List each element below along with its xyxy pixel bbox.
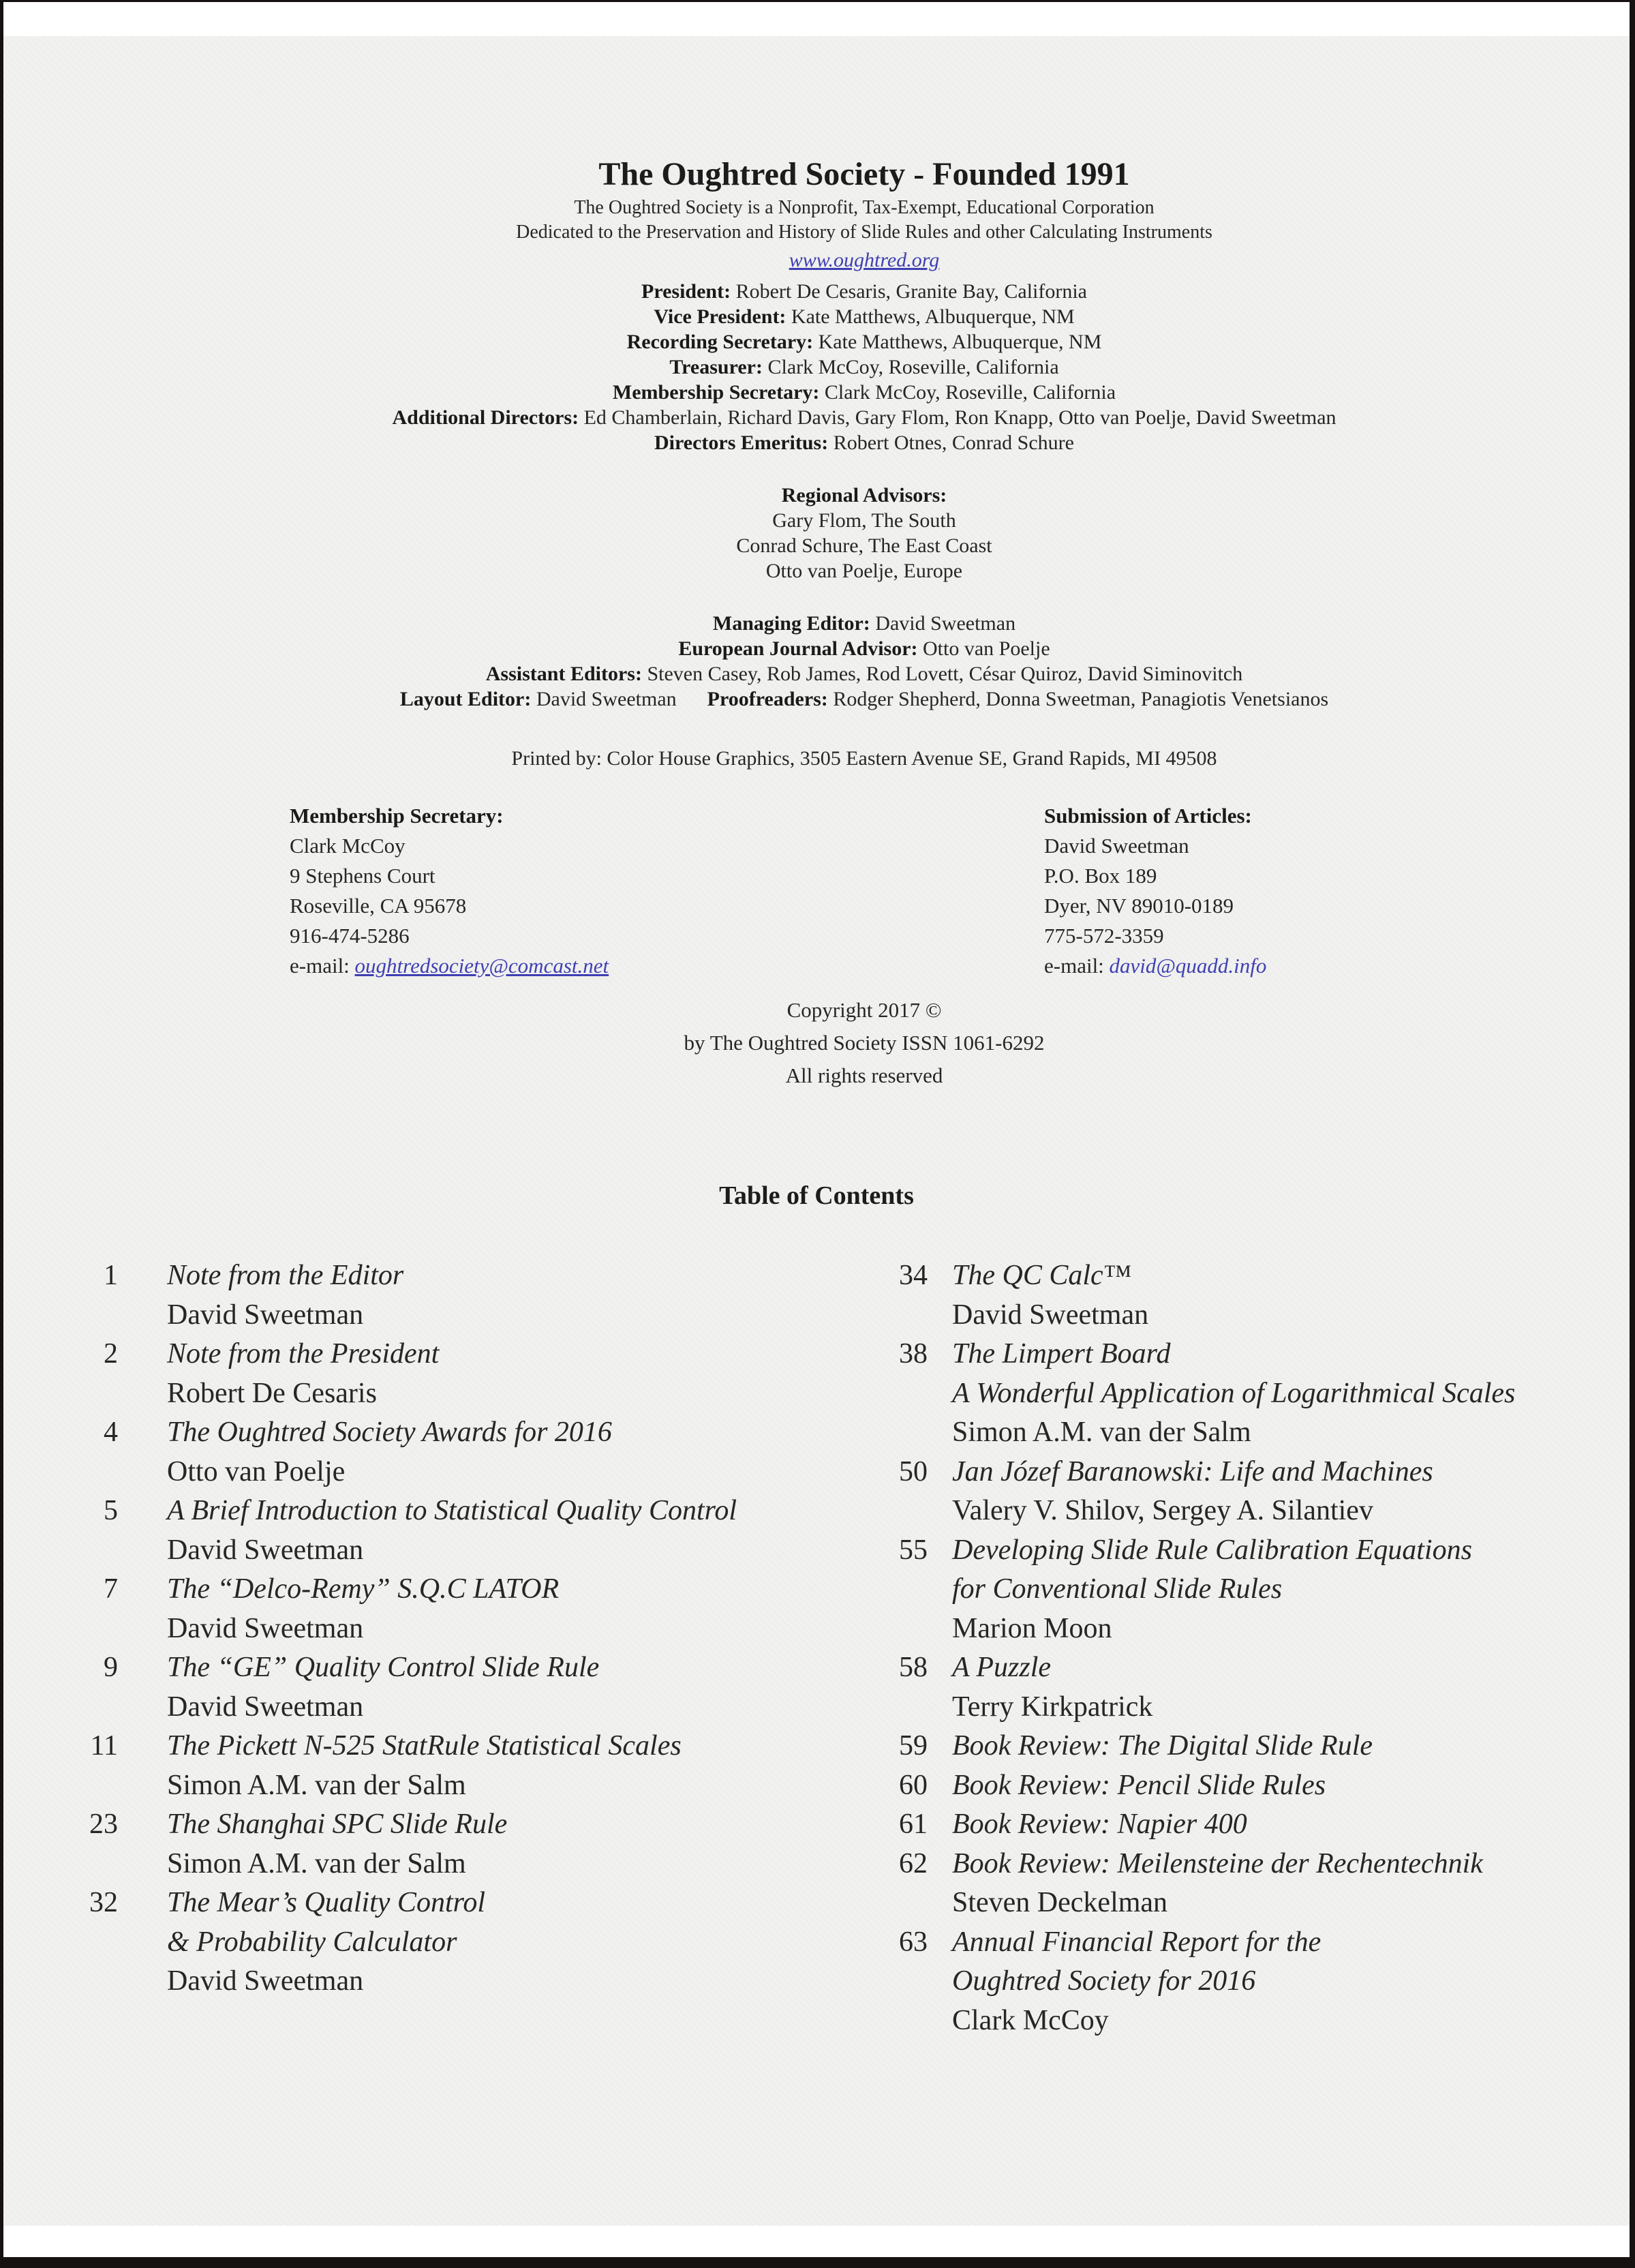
regional-advisors-list xyxy=(99,508,1630,584)
toc-entry-body xyxy=(928,1256,1634,1335)
toc-page-number: 34 xyxy=(899,1260,928,1291)
toc-title-line: The Oughtred Society Awards for 2016 xyxy=(167,1417,612,1448)
toc-title-line: Note from the Editor xyxy=(167,1260,404,1291)
toc-page-number: 7 xyxy=(104,1573,118,1605)
toc-entry-body xyxy=(928,1766,1634,1806)
toc-page-number: 60 xyxy=(899,1769,928,1801)
toc-entry-body xyxy=(928,1531,1634,1649)
toc-title-line: Book Review: Pencil Slide Rules xyxy=(952,1769,1326,1801)
membership-secretary-heading: Membership Secretary: xyxy=(290,804,504,828)
society-subtitle-line2: Dedicated to the Preservation and History of Slide Rules and other Calculating Instruments xyxy=(516,222,1212,243)
toc-page-number: 59 xyxy=(899,1730,928,1762)
contact-line: 775-572-3359 xyxy=(1044,924,1164,948)
layout-proofreaders-line xyxy=(99,686,1630,712)
contact-line: Clark McCoy xyxy=(290,834,406,858)
toc-entry xyxy=(881,1256,1634,1335)
contact-line: Roseville, CA 95678 xyxy=(290,894,467,918)
toc-entry xyxy=(881,1531,1634,1649)
toc-entry xyxy=(881,1335,1634,1453)
toc-title-line: Oughtred Society for 2016 xyxy=(952,1965,1256,1997)
contact-submission xyxy=(1044,801,1266,981)
toc-entry-body xyxy=(118,1727,869,1805)
proofreaders-label: Proofreaders: xyxy=(707,688,828,710)
toc-author-line: Terry Kirkpatrick xyxy=(952,1691,1153,1723)
editor-label: Managing Editor: xyxy=(712,612,870,635)
regional-advisor-line: Conrad Schure, The East Coast xyxy=(736,534,992,557)
toc-entry-body xyxy=(118,1648,869,1727)
toc-title-line: Book Review: Napier 400 xyxy=(952,1809,1247,1840)
officer-line: Directors Emeritus: Robert Otnes, Conrad Schure xyxy=(654,432,1074,454)
toc-entry-body xyxy=(928,1727,1634,1766)
toc-author-line: Simon A.M. van der Salm xyxy=(167,1769,466,1801)
toc-entry-body xyxy=(928,1453,1634,1531)
toc-title-line: Note from the President xyxy=(167,1338,440,1370)
email-label: e-mail: xyxy=(290,954,355,978)
contact-line: 916-474-5286 xyxy=(290,924,410,948)
toc-entry xyxy=(881,1648,1634,1727)
submission-of-articles-heading: Submission of Articles: xyxy=(1044,804,1252,828)
toc-author-line: David Sweetman xyxy=(167,1534,364,1566)
officer-label: Membership Secretary: xyxy=(612,381,820,404)
toc-author-line: Valery V. Shilov, Sergey A. Silantiev xyxy=(952,1495,1373,1526)
toc-page-number: 2 xyxy=(104,1338,118,1370)
toc-author-line: Simon A.M. van der Salm xyxy=(167,1847,466,1879)
page-title: The Oughtred Society - Founded 1991 xyxy=(598,156,1130,192)
officer-label: President: xyxy=(641,280,731,303)
toc-entry xyxy=(72,1256,869,1335)
toc-page-number: 62 xyxy=(899,1847,928,1879)
toc-title-line: The Mear’s Quality Control xyxy=(167,1887,486,1918)
toc-page-number: 55 xyxy=(899,1534,928,1566)
copyright-line: All rights reserved xyxy=(785,1063,943,1087)
submission-email-link[interactable]: david@quadd.info xyxy=(1109,954,1267,978)
editor-label: Assistant Editors: xyxy=(485,663,642,685)
toc-entry-body xyxy=(928,1845,1634,1923)
toc-entry-body xyxy=(118,1805,869,1884)
contact-line: Dyer, NV 89010-0189 xyxy=(1044,894,1234,918)
toc-page-number: 23 xyxy=(89,1809,118,1840)
editor-line: Assistant Editors: Steven Casey, Rob James, Rod Lovett, César Quiroz, David Siminovitch xyxy=(485,663,1243,685)
toc-title-line: The Limpert Board xyxy=(952,1338,1171,1370)
toc-page-number: 1 xyxy=(104,1260,118,1291)
toc-title-line: for Conventional Slide Rules xyxy=(952,1573,1283,1605)
copyright-line: by The Oughtred Society ISSN 1061-6292 xyxy=(684,1031,1045,1055)
officer-label: Additional Directors: xyxy=(392,406,579,429)
editors-list xyxy=(99,611,1630,686)
toc-page-number: 9 xyxy=(104,1652,118,1683)
toc-entry-body xyxy=(118,1256,869,1335)
toc-entry-body xyxy=(118,1492,869,1570)
editor-label: European Journal Advisor: xyxy=(678,637,918,660)
layout-editor-label: Layout Editor: xyxy=(399,688,532,710)
officer-line: Vice President: Kate Matthews, Albuquerque, NM xyxy=(654,305,1075,328)
toc-entry-body xyxy=(118,1884,869,2001)
toc-title-line: A Puzzle xyxy=(952,1652,1052,1683)
toc-page-number: 11 xyxy=(90,1730,118,1762)
toc-entry-body xyxy=(928,1335,1634,1453)
toc-entry-body xyxy=(118,1335,869,1413)
toc-author-line: David Sweetman xyxy=(167,1612,364,1644)
toc-title-line: The “GE” Quality Control Slide Rule xyxy=(167,1652,600,1683)
toc-author-line: David Sweetman xyxy=(167,1299,364,1331)
toc-entry xyxy=(72,1884,869,2001)
toc-entry-body xyxy=(928,1648,1634,1727)
contact-line: P.O. Box 189 xyxy=(1044,864,1157,888)
officer-label: Vice President: xyxy=(654,305,786,328)
toc-title-line: Book Review: The Digital Slide Rule xyxy=(952,1730,1373,1762)
regional-advisor-line: Gary Flom, The South xyxy=(772,509,956,532)
toc-entry xyxy=(881,1453,1634,1531)
toc-page-number: 63 xyxy=(899,1926,928,1958)
toc-entry-body xyxy=(928,1805,1634,1845)
contact-membership xyxy=(290,801,609,981)
society-subtitle-line1: The Oughtred Society is a Nonprofit, Tax-Exempt, Educational Corporation xyxy=(574,197,1155,218)
membership-email-link[interactable]: oughtredsociety@comcast.net xyxy=(354,954,609,978)
toc-entry xyxy=(881,1727,1634,1766)
toc-author-line: Simon A.M. van der Salm xyxy=(952,1417,1251,1448)
toc-heading: Table of Contents xyxy=(719,1181,914,1210)
editor-line: Managing Editor: David Sweetman xyxy=(712,612,1016,635)
contact-email-line xyxy=(290,951,609,981)
copyright-block xyxy=(99,994,1630,1092)
toc-entry xyxy=(72,1335,869,1413)
toc-entry xyxy=(881,1923,1634,2041)
officer-line: President: Robert De Cesaris, Granite Bay, California xyxy=(641,280,1087,303)
toc-title-line: The Shanghai SPC Slide Rule xyxy=(167,1809,508,1840)
officers-list xyxy=(99,279,1630,455)
toc-title-line: Book Review: Meilensteine der Rechentechnik xyxy=(952,1847,1483,1879)
toc-right-column xyxy=(881,1256,1634,2040)
regional-advisor-line: Otto van Poelje, Europe xyxy=(765,560,963,582)
website-link[interactable]: www.oughtred.org xyxy=(789,249,940,271)
toc-title-line: Annual Financial Report for the xyxy=(952,1926,1321,1958)
email-label: e-mail: xyxy=(1044,954,1110,978)
regional-advisors-block xyxy=(99,483,1630,584)
toc-entry xyxy=(72,1570,869,1648)
toc-entry xyxy=(881,1766,1634,1806)
toc-author-line: Robert De Cesaris xyxy=(167,1377,377,1409)
toc-left-column xyxy=(72,1256,869,2001)
editors-block xyxy=(99,611,1630,712)
toc-author-line: David Sweetman xyxy=(167,1965,364,1997)
toc-title-line: Developing Slide Rule Calibration Equations xyxy=(952,1534,1472,1566)
toc-title-line: The Pickett N-525 StatRule Statistical Scales xyxy=(167,1730,682,1762)
toc-author-line: Steven Deckelman xyxy=(952,1887,1168,1918)
toc-page-number: 5 xyxy=(104,1495,118,1526)
toc-page-number: 58 xyxy=(899,1652,928,1683)
contact-line: David Sweetman xyxy=(1044,834,1189,858)
toc-entry-body xyxy=(118,1570,869,1648)
proofreaders-value: Rodger Shepherd, Donna Sweetman, Panagiotis Venetsianos xyxy=(833,688,1329,710)
toc-title-line: The “Delco-Remy” S.Q.C LATOR xyxy=(167,1573,560,1605)
officer-label: Treasurer: xyxy=(669,356,763,378)
toc-title-line: & Probability Calculator xyxy=(167,1926,457,1958)
layout-editor-value: David Sweetman xyxy=(536,688,677,710)
website-line xyxy=(99,247,1630,273)
toc-page-number: 38 xyxy=(899,1338,928,1370)
toc-entry-body xyxy=(928,1923,1634,2041)
toc-title-line: Jan Józef Baranowski: Life and Machines xyxy=(952,1455,1433,1487)
toc-page-number: 50 xyxy=(899,1455,928,1487)
toc-author-line: David Sweetman xyxy=(952,1299,1149,1331)
toc-entry-body xyxy=(118,1413,869,1492)
toc-title-line: A Brief Introduction to Statistical Quality Control xyxy=(167,1495,737,1526)
copyright-line: Copyright 2017 © xyxy=(786,998,942,1022)
officer-label: Recording Secretary: xyxy=(626,331,814,353)
toc-entry xyxy=(72,1413,869,1492)
officer-line: Membership Secretary: Clark McCoy, Roseville, California xyxy=(612,381,1116,404)
toc-author-line: Clark McCoy xyxy=(952,2004,1109,2036)
toc-page-number: 32 xyxy=(89,1887,118,1918)
officer-line: Additional Directors: Ed Chamberlain, Richard Davis, Gary Flom, Ron Knapp, Otto van Poelje, David Sweetman xyxy=(392,406,1336,429)
toc-title-line: A Wonderful Application of Logarithmical Scales xyxy=(952,1377,1516,1409)
regional-advisors-heading: Regional Advisors: xyxy=(781,484,947,506)
toc-title-line: The QC Calc™ xyxy=(952,1260,1131,1291)
toc-page-number: 4 xyxy=(104,1417,118,1448)
toc-author-line: Marion Moon xyxy=(952,1612,1112,1644)
toc-author-line: Otto van Poelje xyxy=(167,1455,346,1487)
toc-entry xyxy=(72,1648,869,1727)
toc-entry xyxy=(881,1845,1634,1923)
officer-label: Directors Emeritus: xyxy=(654,432,829,454)
toc-entry xyxy=(881,1805,1634,1845)
masthead xyxy=(99,153,1630,771)
editor-line: European Journal Advisor: Otto van Poelje xyxy=(678,637,1050,660)
toc-entry xyxy=(72,1727,869,1805)
printed-by-line: Printed by: Color House Graphics, 3505 Eastern Avenue SE, Grand Rapids, MI 49508 xyxy=(511,747,1217,770)
contact-email-line xyxy=(1044,951,1266,981)
toc-entry xyxy=(72,1805,869,1884)
toc-author-line: David Sweetman xyxy=(167,1691,364,1723)
toc-entry xyxy=(72,1492,869,1570)
officer-line: Treasurer: Clark McCoy, Roseville, California xyxy=(669,356,1059,378)
contact-line: 9 Stephens Court xyxy=(290,864,436,888)
toc-page-number: 61 xyxy=(899,1809,928,1840)
officer-line: Recording Secretary: Kate Matthews, Albuquerque, NM xyxy=(626,331,1102,353)
